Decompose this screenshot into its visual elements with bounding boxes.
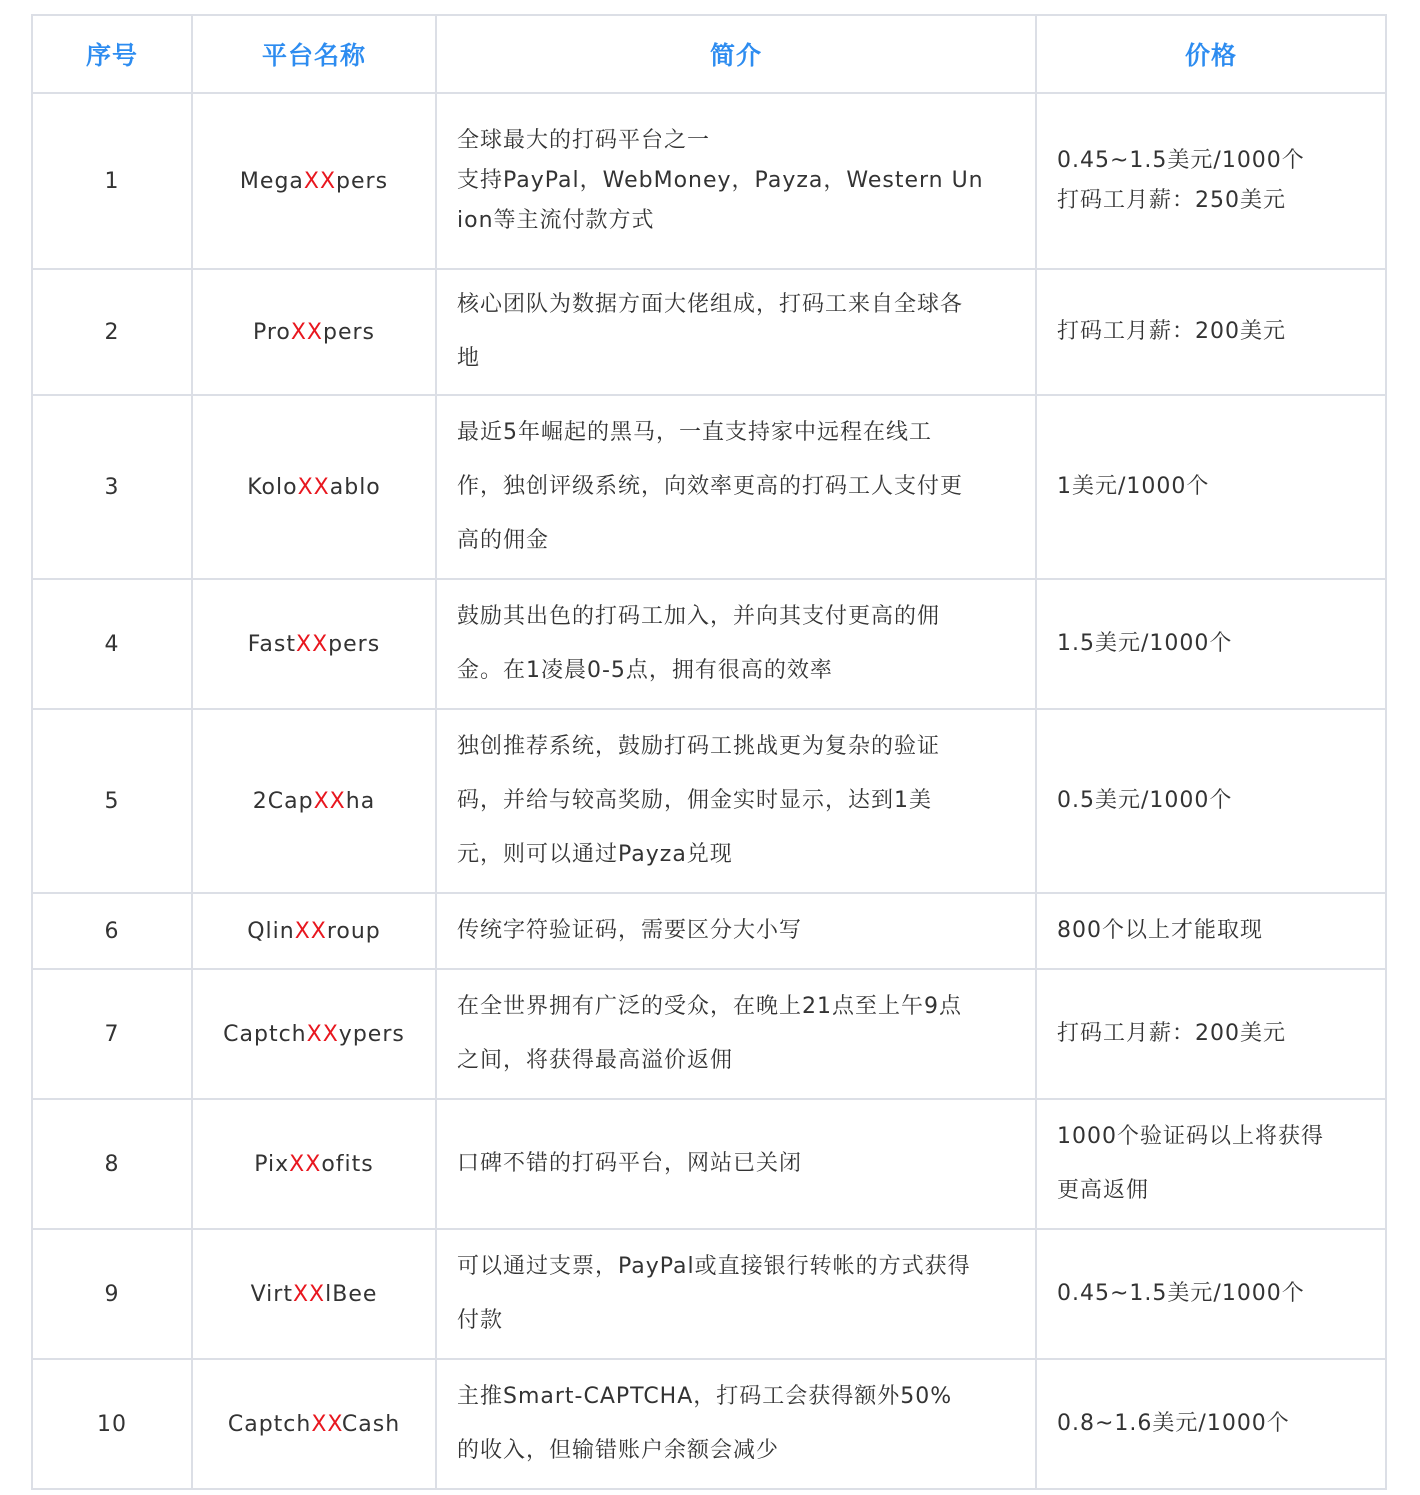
price-line: 0.5美元/1000个 [1057,788,1233,813]
name-mask: XX [292,1281,326,1307]
description-line: 码，并给与较高奖励，佣金实时显示，达到1美 [457,788,932,813]
name-prefix: Mega [239,168,304,194]
description-cell [436,395,1036,579]
platform-name [192,969,436,1099]
row-number: 10 [32,1359,192,1489]
name-prefix: Captch [227,1411,312,1437]
description-line: 可以通过支票，PayPal或直接银行转帐的方式获得 [457,1254,971,1279]
description-cell [436,893,1036,969]
description-line: 的收入，但输错账户余额会减少 [457,1438,780,1463]
price-cell [1036,893,1386,969]
description-line: 作，独创评级系统，向效率更高的打码工人支付更 [457,474,964,499]
name-mask: XX [294,918,327,944]
name-suffix: ablo [329,474,381,500]
name-mask: XX [306,1021,339,1047]
row-number: 6 [32,893,192,969]
description-cell [436,269,1036,395]
header-row [32,15,1386,93]
name-suffix: pers [323,319,376,345]
table-row [32,1229,1386,1359]
description-line: 金。在1凌晨0-5点，拥有很高的效率 [457,658,833,683]
price-cell [1036,1359,1386,1489]
platform-name [192,1099,436,1229]
name-mask: XX [297,474,330,500]
price-line: 0.45~1.5美元/1000个 [1057,1281,1305,1306]
price-line: 0.8~1.6美元/1000个 [1057,1411,1290,1436]
name-prefix: Captch [223,1021,307,1047]
description-line: ion等主流付款方式 [457,208,655,233]
description-line: 高的佣金 [457,528,550,553]
description-line: 最近5年崛起的黑马，一直支持家中远程在线工 [457,420,932,445]
description-line: 口碑不错的打码平台，网站已关闭 [457,1151,803,1176]
header-num: 序号 [32,15,192,93]
description-cell [436,709,1036,893]
name-suffix: lBee [325,1281,378,1307]
platform-name [192,709,436,893]
description-line: 付款 [457,1308,504,1333]
description-line: 主推Smart-CAPTCHA，打码工会获得额外50% [457,1384,953,1409]
description-cell [436,969,1036,1099]
name-prefix: Pro [252,319,291,345]
row-number: 7 [32,969,192,1099]
name-suffix: ofits [321,1151,374,1177]
name-prefix: Qlin [247,918,295,944]
table-row [32,269,1386,395]
description-cell [436,1359,1036,1489]
header-price: 价格 [1036,15,1386,93]
platform-name [192,269,436,395]
description-cell [436,1099,1036,1229]
description-cell [436,1229,1036,1359]
name-mask: XX [289,1151,322,1177]
price-line: 打码工月薪：250美元 [1057,188,1286,213]
price-line: 更高返佣 [1057,1178,1150,1203]
row-number: 4 [32,579,192,709]
platform-name [192,93,436,269]
name-prefix: 2Cap [252,788,314,814]
name-mask: XX [313,788,346,814]
name-mask: XX [311,1411,342,1437]
table-row [32,1359,1386,1489]
price-line: 1000个验证码以上将获得 [1057,1124,1324,1149]
name-mask: XX [303,168,337,194]
platform-name [192,579,436,709]
name-suffix: ypers [338,1021,405,1047]
platform-name [192,1359,436,1489]
description-line: 在全世界拥有广泛的受众，在晚上21点至上午9点 [457,994,962,1019]
row-number: 9 [32,1229,192,1359]
row-number: 8 [32,1099,192,1229]
name-suffix: Cash [341,1411,401,1437]
table-row [32,579,1386,709]
description-line: 鼓励其出色的打码工加入，并向其支付更高的佣 [457,604,941,629]
price-line: 打码工月薪：200美元 [1057,319,1286,344]
platform-name [192,395,436,579]
name-suffix: ha [345,788,376,814]
price-line: 0.45~1.5美元/1000个 [1057,148,1305,173]
price-line: 1美元/1000个 [1057,474,1210,499]
price-cell [1036,709,1386,893]
name-prefix: Pix [254,1151,290,1177]
name-mask: XX [296,631,329,657]
platform-name [192,1229,436,1359]
price-cell [1036,93,1386,269]
description-line: 地 [457,346,481,371]
price-cell [1036,395,1386,579]
description-cell [436,93,1036,269]
row-number: 3 [32,395,192,579]
name-mask: XX [290,319,324,345]
price-cell [1036,269,1386,395]
description-line: 之间，将获得最高溢价返佣 [457,1048,734,1073]
description-line: 支持PayPal，WebMoney，Payza，Western Un [457,168,984,193]
price-cell [1036,579,1386,709]
table-row [32,709,1386,893]
price-line: 1.5美元/1000个 [1057,631,1233,656]
header-name: 平台名称 [192,15,436,93]
platform-name [192,893,436,969]
row-number: 5 [32,709,192,893]
row-number: 1 [32,93,192,269]
name-suffix: pers [336,168,389,194]
description-cell [436,579,1036,709]
description-line: 全球最大的打码平台之一 [457,128,711,153]
price-cell [1036,1229,1386,1359]
name-prefix: Virt [250,1281,293,1307]
table-row [32,969,1386,1099]
name-suffix: roup [326,918,381,944]
table-row [32,395,1386,579]
name-prefix: Kolo [247,474,298,500]
table-row [32,93,1386,269]
name-prefix: Fast [247,631,297,657]
price-cell [1036,969,1386,1099]
description-line: 元，则可以通过Payza兑现 [457,842,733,867]
description-line: 核心团队为数据方面大佬组成，打码工来自全球各 [457,292,964,317]
description-line: 独创推荐系统，鼓励打码工挑战更为复杂的验证 [457,734,941,759]
price-line: 打码工月薪：200美元 [1057,1021,1286,1046]
table-row [32,893,1386,969]
description-line: 传统字符验证码，需要区分大小写 [457,918,803,943]
name-suffix: pers [328,631,381,657]
table-row [32,1099,1386,1229]
platform-table [31,14,1387,1490]
row-number: 2 [32,269,192,395]
price-line: 800个以上才能取现 [1057,918,1263,943]
header-desc: 简介 [436,15,1036,93]
price-cell [1036,1099,1386,1229]
